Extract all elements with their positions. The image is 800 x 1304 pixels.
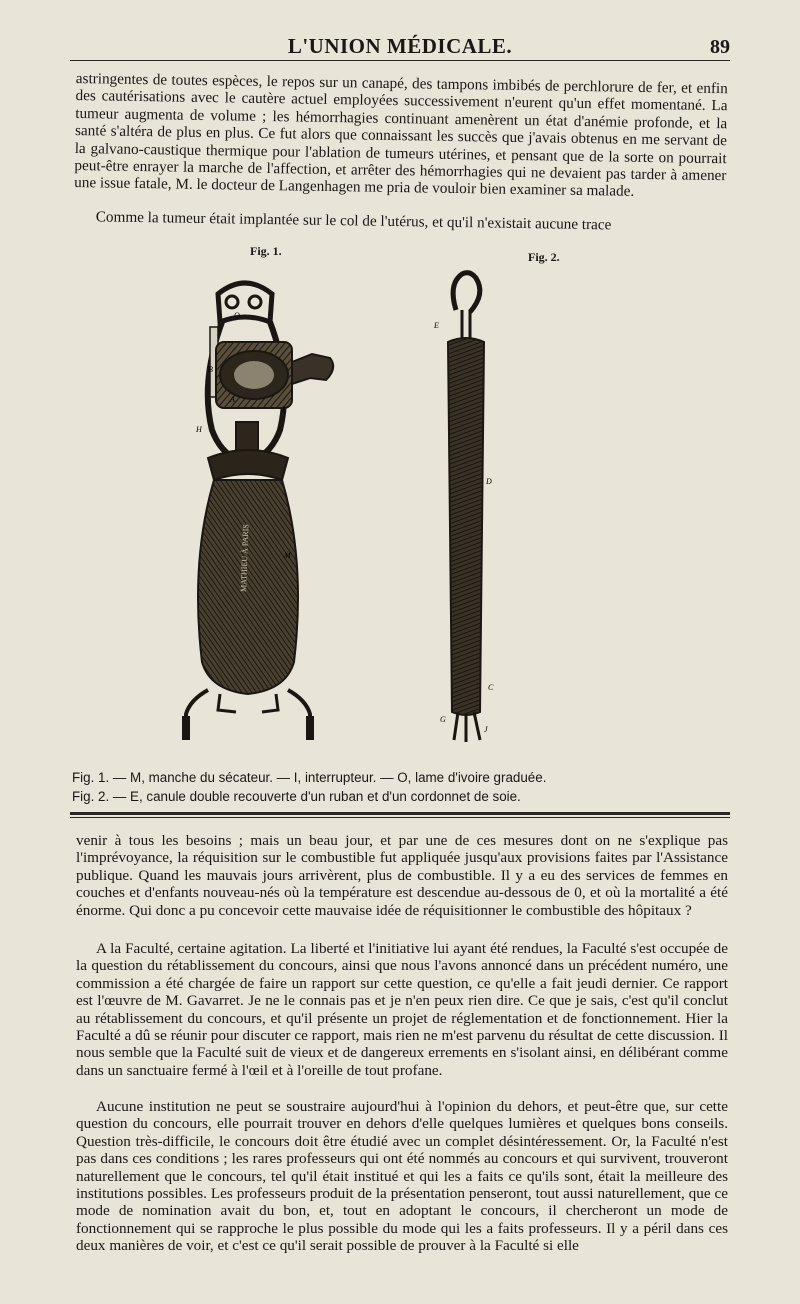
section-divider bbox=[70, 812, 730, 815]
letter-b: B bbox=[208, 365, 213, 374]
journal-title: L'UNION MÉDICALE. bbox=[287, 34, 513, 58]
letter-c: C bbox=[488, 683, 494, 692]
letter-h: H bbox=[196, 425, 202, 434]
letter-o: O bbox=[234, 311, 240, 320]
top-paragraph-2: Comme la tumeur était implantée sur le col de l'utérus, et qu'il n'existait aucune trace bbox=[95, 208, 612, 234]
figure-caption-1: Fig. 1. — M, manche du sécateur. — I, interrupteur. — O, lame d'ivoire graduée. bbox=[72, 770, 547, 785]
letter-a: A bbox=[230, 395, 235, 404]
letter-d: D bbox=[486, 477, 492, 486]
fig2-label: Fig. 2. bbox=[528, 250, 560, 264]
figure-caption-2: Fig. 2. — E, canule double recouverte d'un ruban et d'un cordonnet de soie. bbox=[72, 789, 521, 804]
page-header bbox=[70, 30, 730, 61]
page-number: 89 bbox=[710, 36, 730, 58]
letter-m: M bbox=[284, 551, 291, 560]
bottom-paragraph-3: Aucune institution ne peut se soustraire aujourd'hui à l'opinion du dehors, et peut-être que, sur cette question du concours, elle pourrait trouver en dehors d'elle quelques lumières et quelques bons conseils. Question très-difficile, le concours doit être étudié avec un complet désintéressement. Or, la Faculté n'est pas dans ces conditions ; les rares professeurs qui ont été nommés au concours et qui survivent, trouveront naturellement que le concours, tel qu'il était institué et qui les a faits ce qu'ils sont, était la meilleure des institutions possibles. Les professeurs produit de la présentation penseront, tout aussi naturellement, que ce mode de nomination avait du bon, et, tout en adoptant le concours, il chercheront un mode de fonctionnement qui se rapproche le plus possible du mode qui les a faits professeurs. Il y a péril dans ces deux manières de voir, et c'est ce qu'il serait possible de prouver à la Faculté si elle bbox=[76, 1098, 728, 1255]
fig2-instrument bbox=[433, 273, 494, 742]
letter-i: I bbox=[282, 405, 285, 414]
bottom-paragraph-2: A la Faculté, certaine agitation. La liberté et l'initiative lui ayant été rendues, la Faculté s'est occupée de la question du rétablissement du concours, ainsi que nous l'avons annoncé dans un précédent numéro, une commission a été chargée de faire un rapport sur cette question, ce qu'elle a fait jeudi dernier. Ce rapport est l'œuvre de M. Gavarret. Je ne le connais pas et je n'en peux rien dire. Ce que je sais, c'est qu'il conclut au rétablissement du concours, et qu'il présente un projet de réglementation et de fonctionnement. Hier la Faculté a dû se réunir pour discuter ce rapport, mais rien ne m'est parvenu du résultat de cette discussion. Il nous semble que la Faculté suit de vieux et de dangereux errements en s'isolant ainsi, en délibérant comme dans un sanctuaire fermé à l'œil et à l'oreille de tout profane. bbox=[76, 940, 728, 1079]
top-paragraph-1: astringentes de toutes espèces, le repos sur un canapé, des tampons imbibés de perchlorure de fer, et enfin des cautérisations avec le cautère actuel employées successivement n'eurent qu'un effet momentané. La tumeur augmenta de volume ; les hémorrhagies continuant amenèrent un état d'anémie profonde, et la santé s'altéra de plus en plus. Ce fut alors que connaissant les succès que j'avais obtenus en me servant de la galvano-caustique thermique pour l'ablation de tumeurs utérines, et pensant que de la sorte on pourrait peut-être enrayer la marche de l'affection, et arrêter des hémorrhagies qui ne devaient pas tarder à amener une issue fatale, M. le docteur de Langenhagen me pria de vouloir bien examiner sa malade. bbox=[74, 70, 728, 201]
letter-g: G bbox=[440, 715, 446, 724]
surgical-instruments-illustration bbox=[150, 262, 650, 762]
letter-j: J bbox=[484, 725, 488, 734]
bottom-paragraph-1: venir à tous les besoins ; mais un beau jour, et par une de ces mesures dont on ne s'explique pas l'imprévoyance, la réquisition sur le combustible fut appliquée jusqu'aux provisions faites par l'Assistance publique. Quand les mauvais jours arrivèrent, plus de combustible. Il y a eu des services de femmes en couches et d'enfants nouveau-nés où la température est descendue au-dessous de 0, et où la mortalité a été énorme. Qui donc a pu concevoir cette mauvaise idée de réquisitionner le combustible des hôpitaux ? bbox=[76, 832, 728, 919]
handle-inscription: MATHIEU À PARIS bbox=[239, 524, 251, 593]
letter-e: E bbox=[434, 321, 439, 330]
fig1-instrument bbox=[182, 283, 333, 740]
fig1-label: Fig. 1. bbox=[250, 244, 282, 258]
section-divider-thin bbox=[70, 817, 730, 818]
